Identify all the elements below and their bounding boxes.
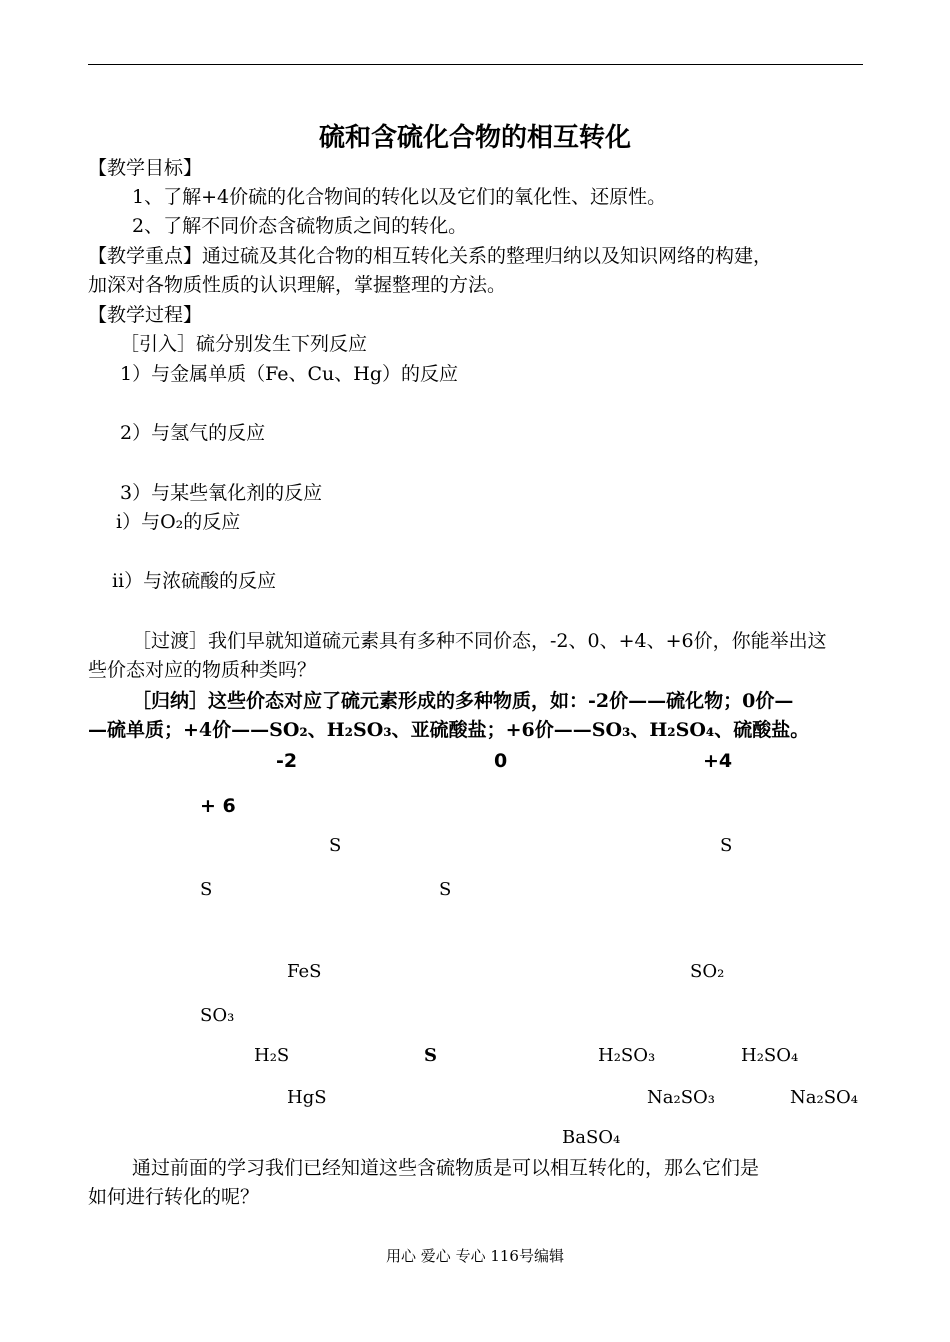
reaction-item-3: 3）与某些氧化剂的反应 <box>120 482 323 504</box>
compound-na2so3 <box>647 1086 715 1110</box>
sulfur-label-2: S <box>720 835 733 856</box>
compound-na2so3-text: Na₂SO₃ <box>647 1087 716 1108</box>
closing-line-1: 通过前面的学习我们已经知道这些含硫物质是可以相互转化的，那么它们是 <box>132 1157 760 1179</box>
compound-hgs <box>287 1086 327 1110</box>
sulfur-label-4: S <box>439 879 452 900</box>
compound-fes <box>287 960 322 984</box>
closing-line-2: 如何进行转化的呢？ <box>88 1186 260 1208</box>
compound-h2s-text: H₂S <box>254 1045 290 1066</box>
reaction-item-3i: ⅰ）与O₂的反应 <box>116 511 241 533</box>
compound-baso4-text: BaSO₄ <box>562 1127 621 1148</box>
compound-h2so4 <box>741 1044 798 1068</box>
page-title: 硫和含硫化合物的相互转化 <box>318 123 631 153</box>
compound-so2 <box>690 960 724 984</box>
valence-pos4: +4 <box>703 750 733 772</box>
summary-line-2: —硫单质；+4价——SO₂、H₂SO₃、亚硫酸盐；+6价——SO₃、H₂SO₄、硫酸盐。 <box>88 719 810 741</box>
compound-na2so4-text: Na₂SO₄ <box>790 1087 859 1108</box>
header-rule <box>88 64 863 65</box>
sulfur-label-3: S <box>200 879 213 900</box>
valence-pos6: + 6 <box>200 795 236 817</box>
sulfur-label-1: S <box>329 835 342 856</box>
compound-baso4 <box>562 1126 620 1150</box>
intro-line: ［引入］硫分别发生下列反应 <box>120 333 368 355</box>
objective-1: 1、了解+4价硫的化合物间的转化以及它们的氧化性、还原性。 <box>132 186 667 208</box>
compound-hgs-text: HgS <box>287 1087 327 1108</box>
compound-h2so3-text: H₂SO₃ <box>598 1045 656 1066</box>
compound-h2so4-text: H₂SO₄ <box>741 1045 799 1066</box>
compound-fes-text: FeS <box>287 961 322 982</box>
summary-line-1: ［归纳］这些价态对应了硫元素形成的多种物质，如：-2价——硫化物；0价— <box>132 690 794 712</box>
keypoint-line-1: 【教学重点】通过硫及其化合物的相互转化关系的整理归纳以及知识网络的构建， <box>88 245 773 267</box>
reaction-item-2: 2）与氢气的反应 <box>120 422 266 444</box>
objective-2: 2、了解不同价态含硫物质之间的转化。 <box>132 215 468 237</box>
compound-na2so4 <box>790 1086 858 1110</box>
compound-so3-text: SO₃ <box>200 1005 235 1026</box>
compound-h2so3 <box>598 1044 655 1068</box>
compound-so2-text: SO₂ <box>690 961 725 982</box>
transition-line-2: 些价态对应的物质种类吗？ <box>88 659 317 681</box>
objectives-heading: 【教学目标】 <box>88 157 203 179</box>
keypoint-line-2: 加深对各物质性质的认识理解，掌握整理的方法。 <box>88 274 507 296</box>
reaction-item-1: 1）与金属单质（Fe、Cu、Hg）的反应 <box>120 363 458 385</box>
process-heading: 【教学过程】 <box>88 304 203 326</box>
reaction-item-3ii: ⅱ）与浓硫酸的反应 <box>112 570 277 592</box>
element-sulfur: S <box>424 1045 437 1066</box>
transition-line-1: ［过渡］我们早就知道硫元素具有多种不同价态，-2、0、+4、+6价，你能举出这 <box>132 630 827 652</box>
page-footer: 用心 爱心 专心 116号编辑 <box>386 1247 564 1265</box>
valence-0: 0 <box>494 750 508 772</box>
compound-h2s <box>254 1044 289 1068</box>
valence-neg2: -2 <box>276 750 298 772</box>
compound-so3 <box>200 1004 234 1028</box>
